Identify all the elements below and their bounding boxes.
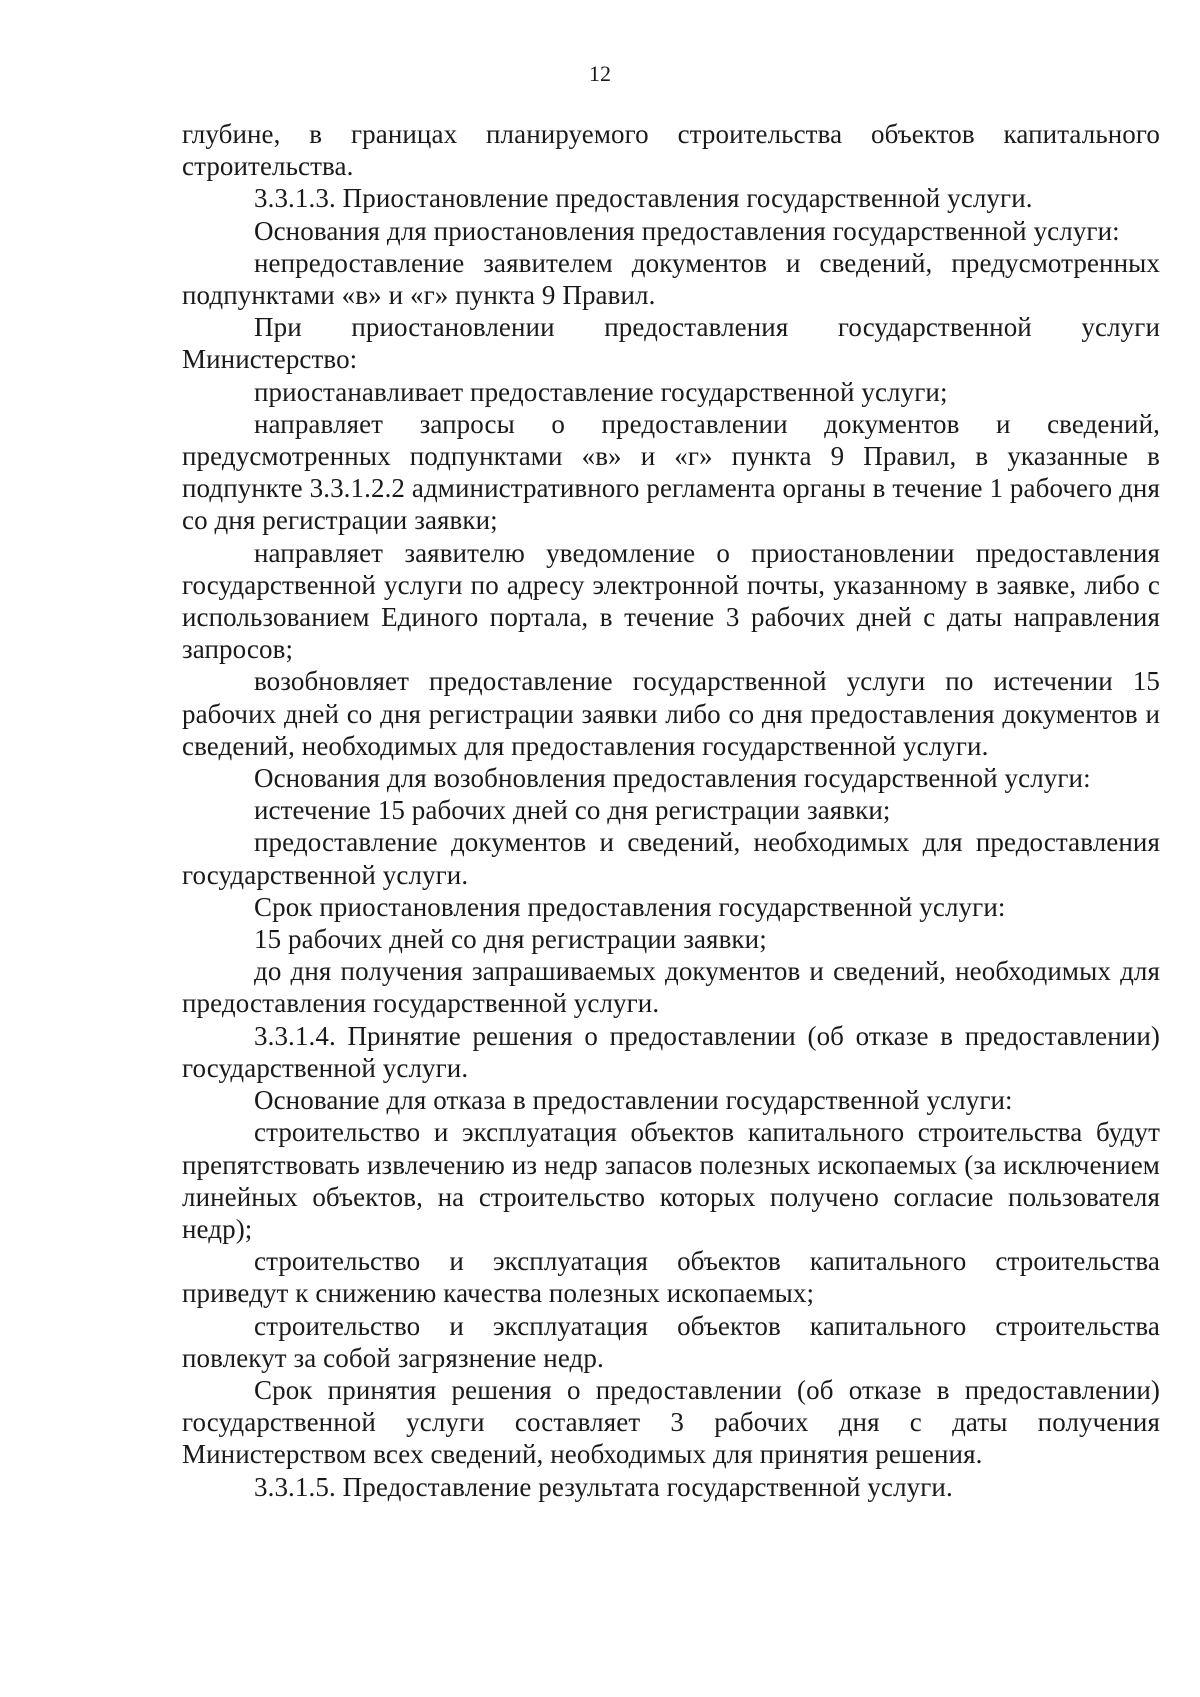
paragraph: Срок приостановления предоставления государственной услуги: [254,891,1006,922]
paragraph: строительство и эксплуатация объектов капитального строительства приведут к снижению качества полезных ископаемых; [182,1246,1160,1309]
paragraph: до дня получения запрашиваемых документов и сведений, необходимых для предоставления государственной услуги. [182,956,1160,1019]
paragraph: Срок принятия решения о предоставлении (об отказе в предоставлении) государственной услуги составляет 3 рабочих дня с даты получения Министерством всех сведений, необходимых для принятия решения. [182,1374,1160,1470]
document-body [182,118,1160,1503]
paragraph: 3.3.1.4. Принятие решения о предоставлении (об отказе в предоставлении) государственной услуги. [182,1020,1160,1083]
page-number: 12 [589,61,611,86]
paragraph: направляет запросы о предоставлении документов и сведений, предусмотренных подпунктами «в» и «г» пункта 9 Правил, в указанные в подпункте 3.3.1.2.2 административного регламента органы в течение 1 рабочего дня со дня регистрации заявки; [182,408,1160,536]
paragraph: предоставление документов и сведений, необходимых для предоставления государственной услуги. [182,827,1160,890]
paragraph: При приостановлении предоставления государственной услуги Министерство: [182,312,1160,375]
paragraph: строительство и эксплуатация объектов капитального строительства будут препятствовать извлечению из недр запасов полезных ископаемых (за исключением линейных объектов, на строительство которых получено согласие пользователя недр); [182,1117,1160,1244]
paragraph: 3.3.1.5. Предоставление результата государственной услуги. [254,1471,953,1502]
paragraph: 3.3.1.3. Приостановление предоставления государственной услуги. [254,183,1033,214]
paragraph: направляет заявителю уведомление о приостановлении предоставления государственной услуги по адресу электронной почты, указанному в заявке, либо с использованием Единого портала, в течение 3 рабочих дней с даты направления запросов; [182,537,1160,665]
paragraph: Основание для отказа в предоставлении государственной услуги: [254,1085,1013,1116]
paragraph: истечение 15 рабочих дней со дня регистрации заявки; [254,795,891,826]
paragraph: Основания для приостановления предоставления государственной услуги: [254,215,1120,246]
paragraph: приостанавливает предоставление государственной услуги; [254,376,948,407]
paragraph: строительство и эксплуатация объектов капитального строительства повлекут за собой загрязнение недр. [182,1310,1160,1373]
paragraph: возобновляет предоставление государственной услуги по истечении 15 рабочих дней со дня регистрации заявки либо со дня предоставления документов и сведений, необходимых для предоставления государственной услуги. [182,666,1160,761]
paragraph: непредоставление заявителем документов и сведений, предусмотренных подпунктами «в» и «г» пункта 9 Правил. [182,247,1160,311]
paragraph: Основания для возобновления предоставления государственной услуги: [254,763,1091,794]
paragraph: 15 рабочих дней со дня регистрации заявки; [254,924,767,955]
paragraph: глубине, в границах планируемого строительства объектов капитального строительства. [182,119,1160,182]
